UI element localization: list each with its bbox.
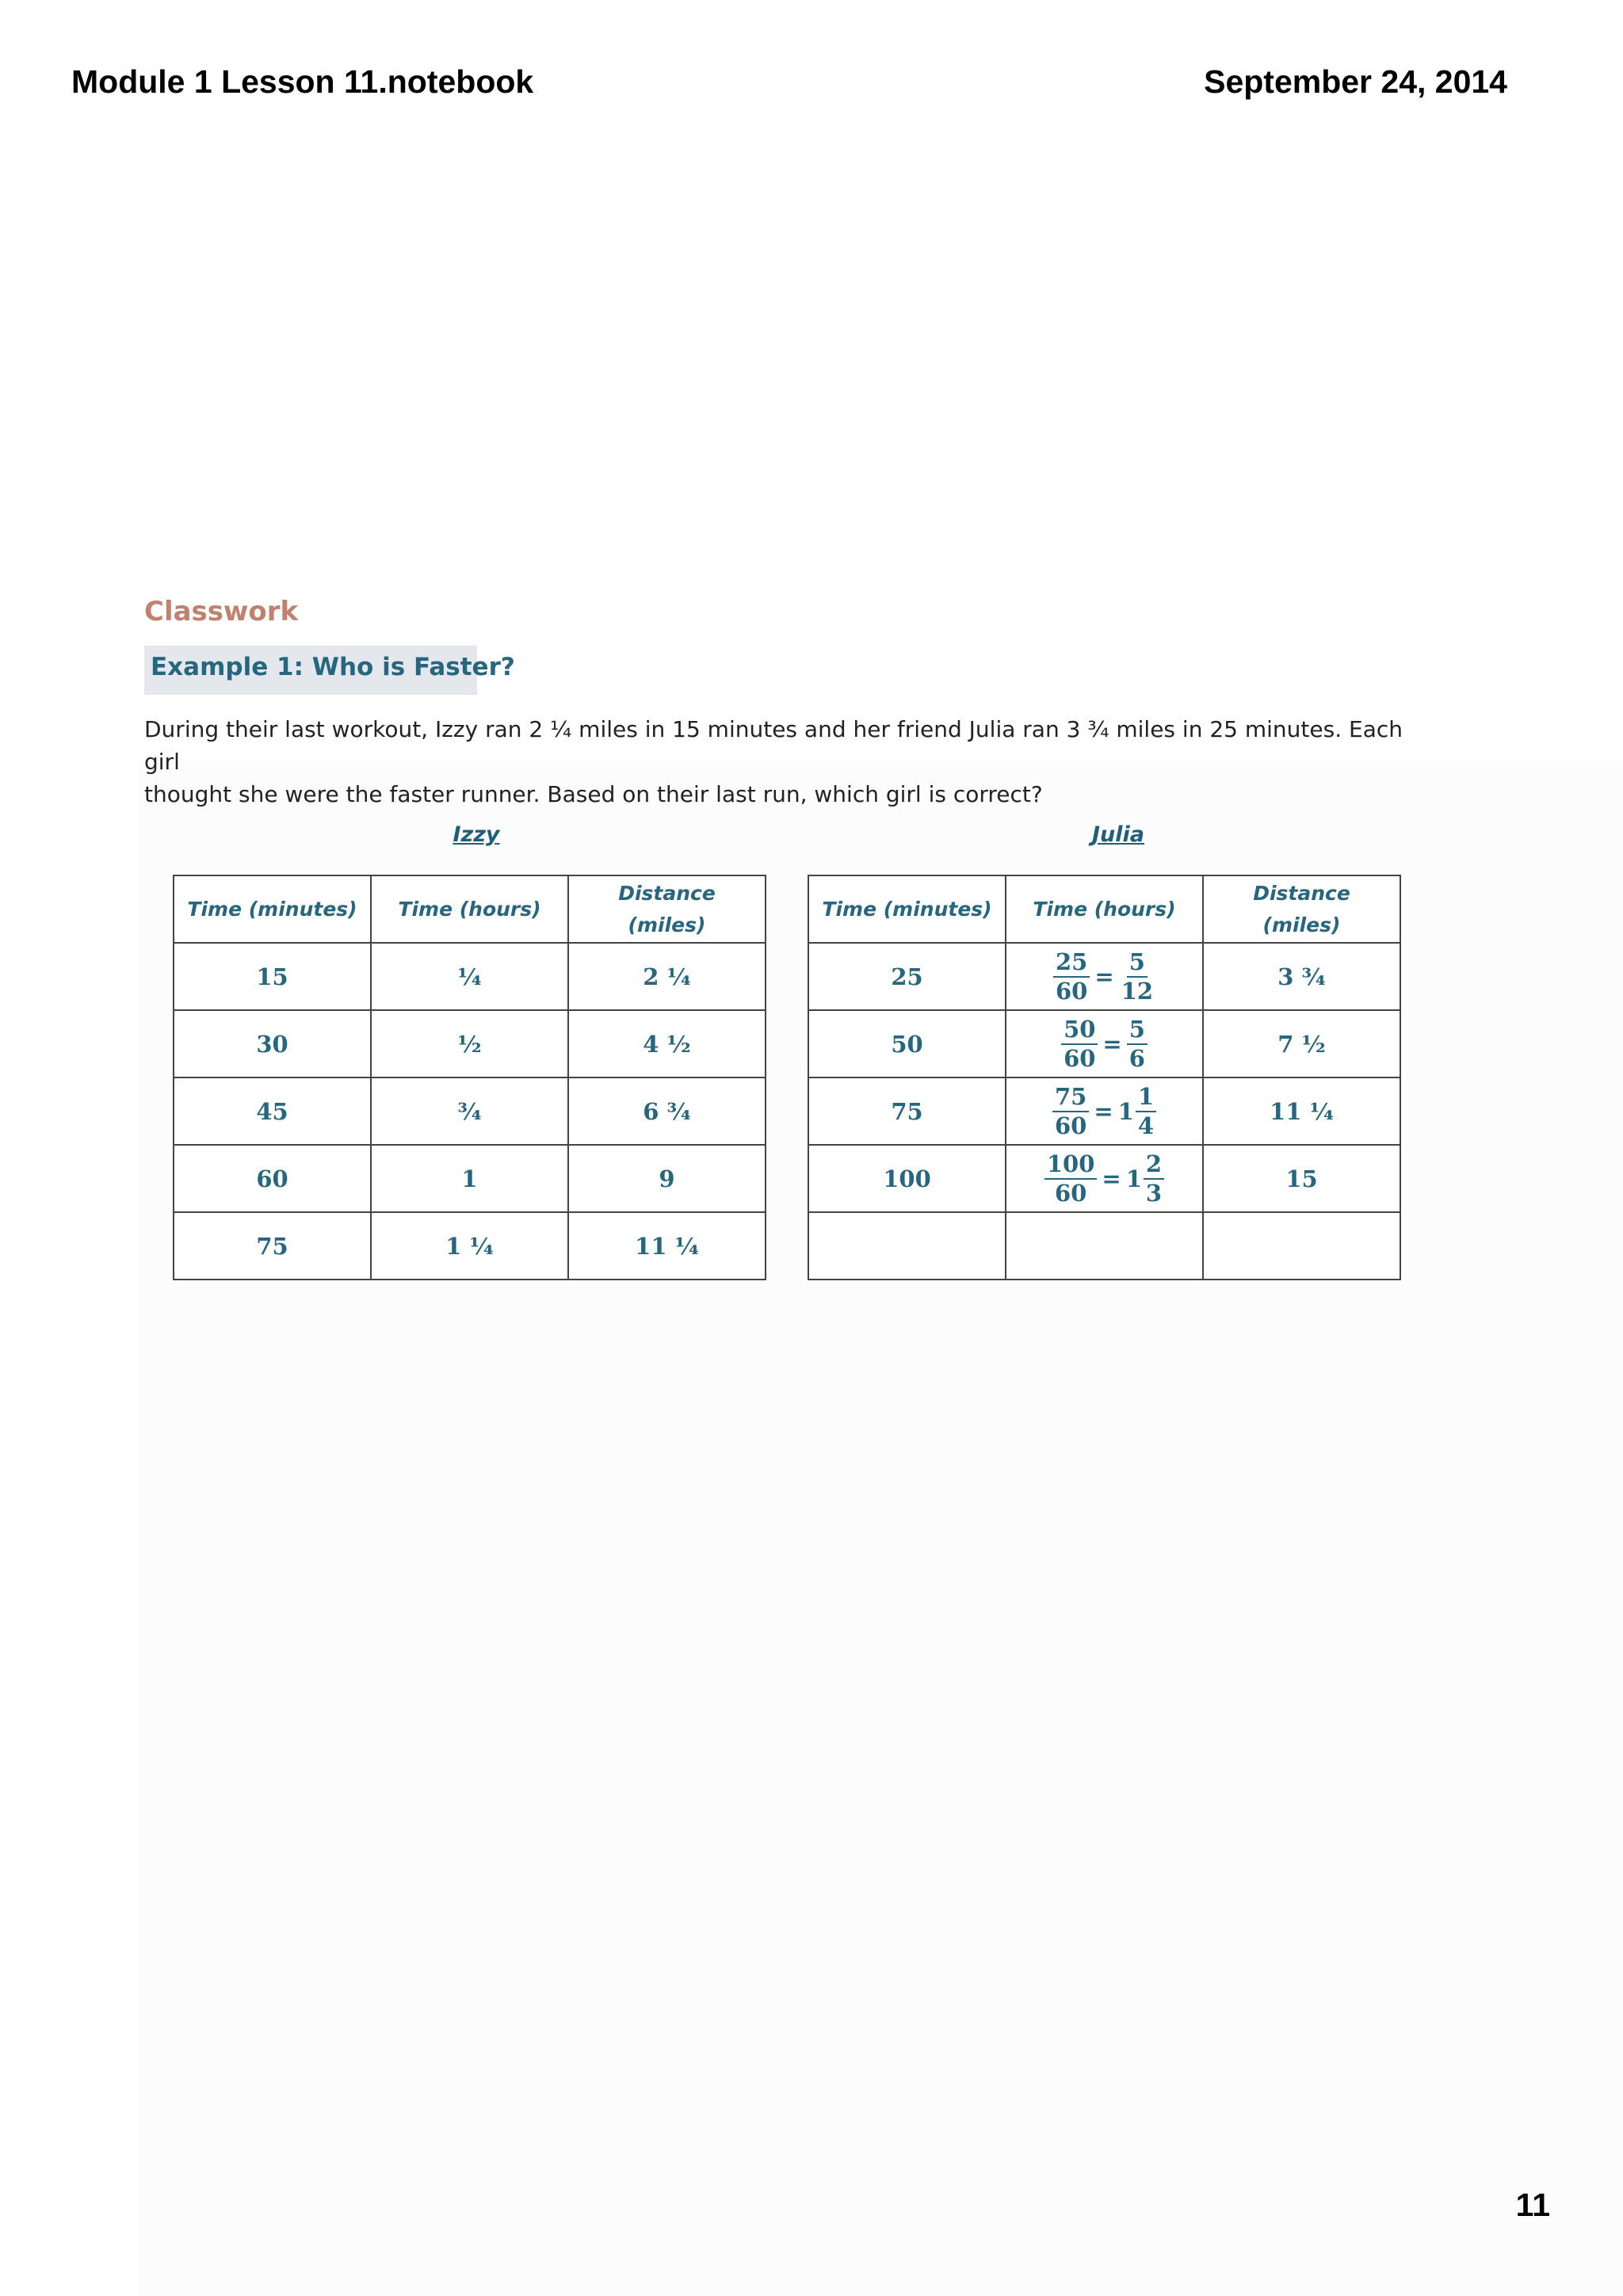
cell-time-hours: ¾: [371, 1077, 568, 1145]
cell-distance: 7 ½: [1203, 1010, 1400, 1077]
fraction-denominator: 60: [1054, 1112, 1087, 1139]
cell-distance: 3 ¾: [1203, 943, 1400, 1010]
problem-line-1: During their last workout, Izzy ran 2 ¼ miles in 15 minutes and her friend Julia ran 3 ¾ miles in 25 minutes. Each girl: [144, 716, 1403, 775]
document-date: September 24, 2014: [1204, 63, 1507, 100]
fraction-denominator: 6: [1128, 1044, 1145, 1072]
document-title: Module 1 Lesson 11.notebook: [71, 63, 534, 100]
header-distance-line-1: Distance: [1253, 881, 1350, 905]
cell-distance: 9: [568, 1145, 766, 1212]
header-distance-line-1: Distance: [618, 881, 716, 905]
header-time-hours: Time (hours): [1006, 875, 1203, 943]
cell-time-hours: [1006, 1010, 1203, 1077]
cell-time-minutes: 60: [174, 1145, 371, 1212]
fraction-denominator: 60: [1055, 977, 1088, 1005]
table-row: [174, 1212, 766, 1280]
cell-distance: 11 ¼: [568, 1212, 766, 1280]
fraction-denominator: 60: [1064, 1044, 1096, 1072]
equals-sign: =: [1102, 1165, 1121, 1192]
izzy-table-label: Izzy: [453, 822, 500, 847]
fraction-numerator: 5: [1127, 1018, 1148, 1045]
cell-time-hours: 1 ¼: [371, 1212, 568, 1280]
fraction: [1061, 1015, 1098, 1072]
fraction: [1119, 948, 1155, 1005]
mixed-whole: 1: [1125, 1165, 1142, 1192]
cell-time-minutes: 30: [174, 1010, 371, 1077]
fraction-denominator: 12: [1121, 977, 1154, 1005]
table-row: [808, 943, 1400, 1010]
cell-distance: 15: [1203, 1145, 1400, 1212]
cell-time-minutes: 45: [174, 1077, 371, 1145]
cell-distance: 2 ¼: [568, 943, 766, 1010]
problem-text: [144, 713, 1412, 810]
problem-line-2: thought she were the faster runner. Based on their last run, which girl is correct?: [144, 781, 1043, 807]
cell-distance: 4 ½: [568, 1010, 766, 1077]
cell-distance: [1203, 1212, 1400, 1280]
header-time-hours: Time (hours): [371, 875, 568, 943]
section-label: Classwork: [144, 596, 299, 627]
fraction-denominator: 60: [1054, 1179, 1087, 1207]
cell-time-hours: [1006, 1145, 1203, 1212]
cell-time-minutes: [808, 1212, 1006, 1280]
fraction: [1127, 1015, 1148, 1072]
cell-time-hours: [1006, 1212, 1203, 1280]
izzy-table: [173, 875, 766, 1280]
equals-sign: =: [1102, 1030, 1122, 1058]
cell-time-minutes: 100: [808, 1145, 1006, 1212]
header-distance: [568, 875, 766, 943]
header-distance-line-2: (miles): [1262, 913, 1341, 936]
fraction-denominator: 3: [1145, 1179, 1163, 1207]
cell-time-minutes: 75: [808, 1077, 1006, 1145]
equals-sign: =: [1094, 963, 1114, 990]
cell-time-minutes: 15: [174, 943, 371, 1010]
cell-time-hours: ¼: [371, 943, 568, 1010]
cell-time-minutes: 50: [808, 1010, 1006, 1077]
fraction-numerator: 1: [1136, 1085, 1156, 1112]
cell-time-hours: [1006, 1077, 1203, 1145]
table-row: [174, 1010, 766, 1077]
cell-time-minutes: 25: [808, 943, 1006, 1010]
table-row: [808, 1010, 1400, 1077]
mixed-whole: 1: [1117, 1097, 1134, 1125]
page-number: 11: [1515, 2187, 1550, 2223]
fraction-numerator: 5: [1127, 951, 1148, 978]
cell-distance: 6 ¾: [568, 1077, 766, 1145]
fraction-numerator: 2: [1144, 1153, 1164, 1180]
fraction-numerator: 100: [1044, 1153, 1098, 1180]
header-time-minutes: Time (minutes): [808, 875, 1006, 943]
cell-time-minutes: 75: [174, 1212, 371, 1280]
fraction-denominator: 4: [1137, 1112, 1155, 1139]
table-row: [174, 1145, 766, 1212]
cell-time-hours: 1: [371, 1145, 568, 1212]
julia-table: [808, 875, 1401, 1280]
fraction: [1144, 1150, 1164, 1207]
table-header-row: [808, 875, 1400, 943]
table-row: [174, 943, 766, 1010]
header-distance-line-2: (miles): [628, 913, 706, 936]
table-row: [174, 1077, 766, 1145]
cell-time-hours: [1006, 943, 1203, 1010]
table-row: [808, 1145, 1400, 1212]
header-time-minutes: Time (minutes): [174, 875, 371, 943]
equals-sign: =: [1094, 1097, 1113, 1125]
fraction: [1136, 1082, 1156, 1139]
example-title: Example 1: Who is Faster?: [151, 653, 515, 681]
fraction: [1052, 1082, 1089, 1139]
fraction: [1044, 1150, 1098, 1207]
cell-time-hours: ½: [371, 1010, 568, 1077]
fraction: [1053, 948, 1090, 1005]
header-distance: [1203, 875, 1400, 943]
table-header-row: [174, 875, 766, 943]
table-row: [808, 1077, 1400, 1145]
fraction-numerator: 50: [1061, 1018, 1098, 1045]
fraction-numerator: 75: [1052, 1085, 1089, 1112]
fraction-numerator: 25: [1053, 951, 1090, 978]
table-row: [808, 1212, 1400, 1280]
julia-table-label: Julia: [1092, 822, 1144, 847]
cell-distance: 11 ¼: [1203, 1077, 1400, 1145]
